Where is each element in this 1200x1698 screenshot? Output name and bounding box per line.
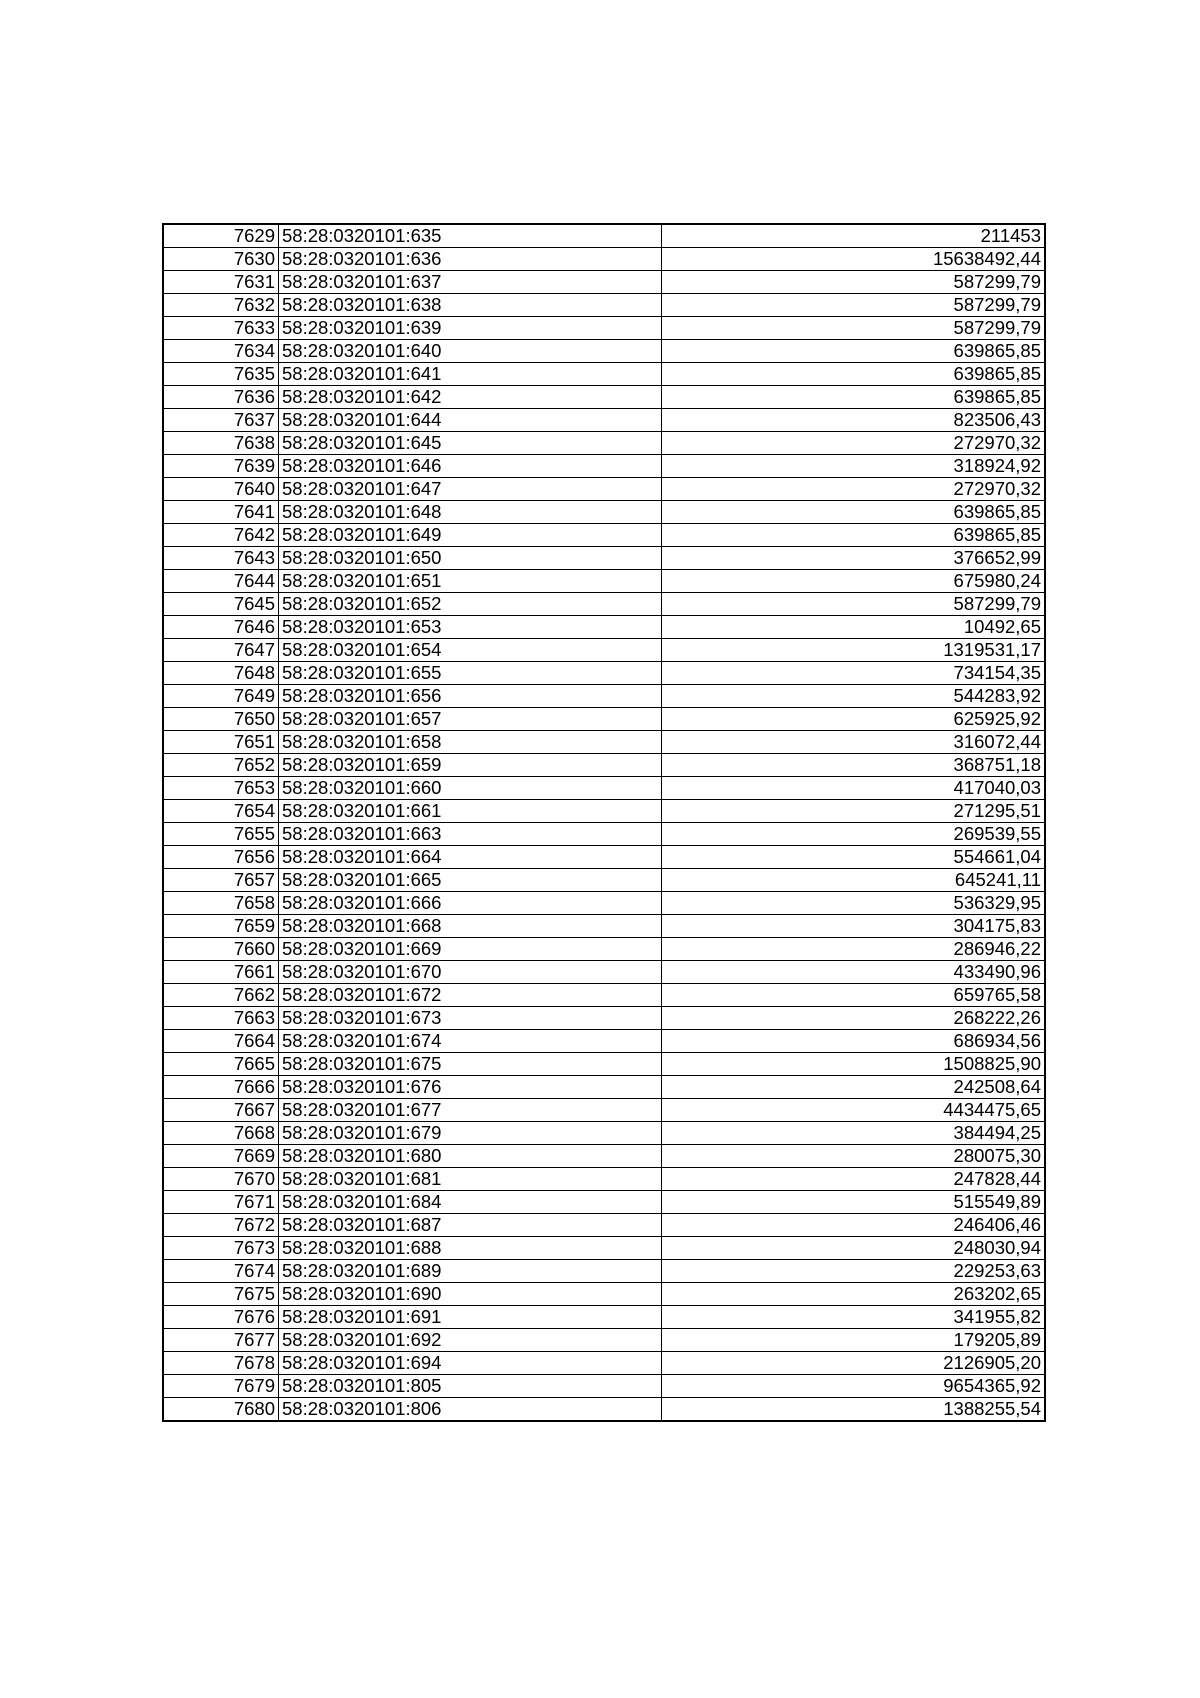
cadastral-number-cell: 58:28:0320101:660: [279, 777, 662, 800]
cadastral-number-cell: 58:28:0320101:646: [279, 455, 662, 478]
cadastral-number-cell: 58:28:0320101:650: [279, 547, 662, 570]
row-number-cell: 7639: [163, 455, 279, 478]
row-number-cell: 7667: [163, 1099, 279, 1122]
value-cell: 639865,85: [662, 524, 1046, 547]
data-table: [162, 223, 1046, 1422]
row-number-cell: 7661: [163, 961, 279, 984]
row-number-cell: 7643: [163, 547, 279, 570]
cadastral-number-cell: 58:28:0320101:673: [279, 1007, 662, 1030]
table-row: [163, 662, 1045, 685]
row-number-cell: 7660: [163, 938, 279, 961]
table-row: [163, 501, 1045, 524]
table-row: [163, 1076, 1045, 1099]
row-number-cell: 7680: [163, 1398, 279, 1422]
cadastral-number-cell: 58:28:0320101:641: [279, 363, 662, 386]
table-row: [163, 892, 1045, 915]
value-cell: 675980,24: [662, 570, 1046, 593]
value-cell: 515549,89: [662, 1191, 1046, 1214]
value-cell: 659765,58: [662, 984, 1046, 1007]
value-cell: 384494,25: [662, 1122, 1046, 1145]
table-row: [163, 363, 1045, 386]
table-row: [163, 1329, 1045, 1352]
value-cell: 179205,89: [662, 1329, 1046, 1352]
value-cell: 318924,92: [662, 455, 1046, 478]
row-number-cell: 7656: [163, 846, 279, 869]
value-cell: 639865,85: [662, 340, 1046, 363]
cadastral-number-cell: 58:28:0320101:637: [279, 271, 662, 294]
value-cell: 587299,79: [662, 294, 1046, 317]
row-number-cell: 7671: [163, 1191, 279, 1214]
value-cell: 368751,18: [662, 754, 1046, 777]
cadastral-number-cell: 58:28:0320101:677: [279, 1099, 662, 1122]
value-cell: 341955,82: [662, 1306, 1046, 1329]
cadastral-number-cell: 58:28:0320101:666: [279, 892, 662, 915]
cadastral-number-cell: 58:28:0320101:644: [279, 409, 662, 432]
table-body: [163, 224, 1045, 1421]
value-cell: 645241,11: [662, 869, 1046, 892]
value-cell: 242508,64: [662, 1076, 1046, 1099]
table-row: [163, 409, 1045, 432]
table-row: [163, 869, 1045, 892]
cadastral-number-cell: 58:28:0320101:672: [279, 984, 662, 1007]
row-number-cell: 7670: [163, 1168, 279, 1191]
table-row: [163, 1099, 1045, 1122]
table-row: [163, 1145, 1045, 1168]
value-cell: 272970,32: [662, 432, 1046, 455]
cadastral-number-cell: 58:28:0320101:649: [279, 524, 662, 547]
value-cell: 1388255,54: [662, 1398, 1046, 1422]
table-row: [163, 777, 1045, 800]
cadastral-number-cell: 58:28:0320101:692: [279, 1329, 662, 1352]
table-row: [163, 432, 1045, 455]
table-row: [163, 455, 1045, 478]
cadastral-number-cell: 58:28:0320101:647: [279, 478, 662, 501]
cadastral-number-cell: 58:28:0320101:636: [279, 248, 662, 271]
value-cell: 1508825,90: [662, 1053, 1046, 1076]
table-row: [163, 1352, 1045, 1375]
cadastral-number-cell: 58:28:0320101:670: [279, 961, 662, 984]
value-cell: 4434475,65: [662, 1099, 1046, 1122]
row-number-cell: 7651: [163, 731, 279, 754]
row-number-cell: 7642: [163, 524, 279, 547]
row-number-cell: 7638: [163, 432, 279, 455]
row-number-cell: 7673: [163, 1237, 279, 1260]
row-number-cell: 7645: [163, 593, 279, 616]
table-row: [163, 708, 1045, 731]
cadastral-number-cell: 58:28:0320101:656: [279, 685, 662, 708]
cadastral-number-cell: 58:28:0320101:694: [279, 1352, 662, 1375]
table-row: [163, 1398, 1045, 1422]
value-cell: 587299,79: [662, 593, 1046, 616]
row-number-cell: 7634: [163, 340, 279, 363]
table-row: [163, 224, 1045, 248]
row-number-cell: 7668: [163, 1122, 279, 1145]
row-number-cell: 7652: [163, 754, 279, 777]
row-number-cell: 7641: [163, 501, 279, 524]
cadastral-number-cell: 58:28:0320101:679: [279, 1122, 662, 1145]
table-row: [163, 1214, 1045, 1237]
row-number-cell: 7674: [163, 1260, 279, 1283]
value-cell: 229253,63: [662, 1260, 1046, 1283]
value-cell: 211453: [662, 224, 1046, 248]
table-row: [163, 1168, 1045, 1191]
value-cell: 433490,96: [662, 961, 1046, 984]
cadastral-number-cell: 58:28:0320101:648: [279, 501, 662, 524]
table-row: [163, 1260, 1045, 1283]
cadastral-number-cell: 58:28:0320101:806: [279, 1398, 662, 1422]
value-cell: 272970,32: [662, 478, 1046, 501]
table-row: [163, 547, 1045, 570]
cadastral-number-cell: 58:28:0320101:691: [279, 1306, 662, 1329]
value-cell: 639865,85: [662, 501, 1046, 524]
cadastral-number-cell: 58:28:0320101:654: [279, 639, 662, 662]
cadastral-number-cell: 58:28:0320101:645: [279, 432, 662, 455]
value-cell: 316072,44: [662, 731, 1046, 754]
row-number-cell: 7665: [163, 1053, 279, 1076]
cadastral-number-cell: 58:28:0320101:642: [279, 386, 662, 409]
value-cell: 268222,26: [662, 1007, 1046, 1030]
table-row: [163, 1122, 1045, 1145]
row-number-cell: 7637: [163, 409, 279, 432]
table-row: [163, 846, 1045, 869]
cadastral-number-cell: 58:28:0320101:638: [279, 294, 662, 317]
row-number-cell: 7650: [163, 708, 279, 731]
table-row: [163, 570, 1045, 593]
cadastral-number-cell: 58:28:0320101:652: [279, 593, 662, 616]
value-cell: 269539,55: [662, 823, 1046, 846]
value-cell: 639865,85: [662, 363, 1046, 386]
value-cell: 10492,65: [662, 616, 1046, 639]
row-number-cell: 7677: [163, 1329, 279, 1352]
row-number-cell: 7654: [163, 800, 279, 823]
value-cell: 9654365,92: [662, 1375, 1046, 1398]
row-number-cell: 7632: [163, 294, 279, 317]
cadastral-number-cell: 58:28:0320101:639: [279, 317, 662, 340]
value-cell: 286946,22: [662, 938, 1046, 961]
table-row: [163, 524, 1045, 547]
cadastral-number-cell: 58:28:0320101:659: [279, 754, 662, 777]
value-cell: 246406,46: [662, 1214, 1046, 1237]
row-number-cell: 7653: [163, 777, 279, 800]
row-number-cell: 7675: [163, 1283, 279, 1306]
table-row: [163, 1375, 1045, 1398]
table-row: [163, 271, 1045, 294]
table-row: [163, 731, 1045, 754]
row-number-cell: 7657: [163, 869, 279, 892]
cadastral-number-cell: 58:28:0320101:668: [279, 915, 662, 938]
table-row: [163, 340, 1045, 363]
cadastral-number-cell: 58:28:0320101:690: [279, 1283, 662, 1306]
table-row: [163, 961, 1045, 984]
table-row: [163, 754, 1045, 777]
value-cell: 247828,44: [662, 1168, 1046, 1191]
value-cell: 280075,30: [662, 1145, 1046, 1168]
row-number-cell: 7644: [163, 570, 279, 593]
table-row: [163, 1007, 1045, 1030]
row-number-cell: 7647: [163, 639, 279, 662]
row-number-cell: 7659: [163, 915, 279, 938]
table-row: [163, 478, 1045, 501]
cadastral-number-cell: 58:28:0320101:663: [279, 823, 662, 846]
row-number-cell: 7679: [163, 1375, 279, 1398]
cadastral-number-cell: 58:28:0320101:658: [279, 731, 662, 754]
value-cell: 417040,03: [662, 777, 1046, 800]
value-cell: 2126905,20: [662, 1352, 1046, 1375]
value-cell: 587299,79: [662, 271, 1046, 294]
cadastral-number-cell: 58:28:0320101:675: [279, 1053, 662, 1076]
cadastral-number-cell: 58:28:0320101:684: [279, 1191, 662, 1214]
cadastral-number-cell: 58:28:0320101:669: [279, 938, 662, 961]
value-cell: 686934,56: [662, 1030, 1046, 1053]
value-cell: 554661,04: [662, 846, 1046, 869]
cadastral-number-cell: 58:28:0320101:651: [279, 570, 662, 593]
table-row: [163, 639, 1045, 662]
row-number-cell: 7629: [163, 224, 279, 248]
value-cell: 639865,85: [662, 386, 1046, 409]
table-row: [163, 386, 1045, 409]
table-row: [163, 294, 1045, 317]
value-cell: 823506,43: [662, 409, 1046, 432]
row-number-cell: 7636: [163, 386, 279, 409]
value-cell: 625925,92: [662, 708, 1046, 731]
row-number-cell: 7666: [163, 1076, 279, 1099]
cadastral-number-cell: 58:28:0320101:674: [279, 1030, 662, 1053]
row-number-cell: 7663: [163, 1007, 279, 1030]
table-row: [163, 1283, 1045, 1306]
cadastral-number-cell: 58:28:0320101:657: [279, 708, 662, 731]
row-number-cell: 7655: [163, 823, 279, 846]
row-number-cell: 7646: [163, 616, 279, 639]
row-number-cell: 7664: [163, 1030, 279, 1053]
table-row: [163, 984, 1045, 1007]
row-number-cell: 7649: [163, 685, 279, 708]
row-number-cell: 7676: [163, 1306, 279, 1329]
cadastral-number-cell: 58:28:0320101:653: [279, 616, 662, 639]
row-number-cell: 7648: [163, 662, 279, 685]
row-number-cell: 7640: [163, 478, 279, 501]
cadastral-number-cell: 58:28:0320101:664: [279, 846, 662, 869]
table-row: [163, 915, 1045, 938]
table-row: [163, 800, 1045, 823]
value-cell: 248030,94: [662, 1237, 1046, 1260]
table-row: [163, 1237, 1045, 1260]
row-number-cell: 7658: [163, 892, 279, 915]
cadastral-number-cell: 58:28:0320101:688: [279, 1237, 662, 1260]
cadastral-number-cell: 58:28:0320101:681: [279, 1168, 662, 1191]
row-number-cell: 7678: [163, 1352, 279, 1375]
cadastral-number-cell: 58:28:0320101:687: [279, 1214, 662, 1237]
value-cell: 544283,92: [662, 685, 1046, 708]
row-number-cell: 7631: [163, 271, 279, 294]
cadastral-number-cell: 58:28:0320101:655: [279, 662, 662, 685]
cadastral-number-cell: 58:28:0320101:680: [279, 1145, 662, 1168]
value-cell: 536329,95: [662, 892, 1046, 915]
value-cell: 15638492,44: [662, 248, 1046, 271]
table-row: [163, 248, 1045, 271]
value-cell: 734154,35: [662, 662, 1046, 685]
table-row: [163, 317, 1045, 340]
table-row: [163, 1191, 1045, 1214]
row-number-cell: 7635: [163, 363, 279, 386]
cadastral-number-cell: 58:28:0320101:635: [279, 224, 662, 248]
cadastral-number-cell: 58:28:0320101:676: [279, 1076, 662, 1099]
value-cell: 376652,99: [662, 547, 1046, 570]
value-cell: 1319531,17: [662, 639, 1046, 662]
cadastral-number-cell: 58:28:0320101:661: [279, 800, 662, 823]
table-row: [163, 616, 1045, 639]
value-cell: 587299,79: [662, 317, 1046, 340]
table-row: [163, 1030, 1045, 1053]
cadastral-number-cell: 58:28:0320101:640: [279, 340, 662, 363]
row-number-cell: 7633: [163, 317, 279, 340]
row-number-cell: 7662: [163, 984, 279, 1007]
cadastral-number-cell: 58:28:0320101:805: [279, 1375, 662, 1398]
cadastral-number-cell: 58:28:0320101:665: [279, 869, 662, 892]
row-number-cell: 7669: [163, 1145, 279, 1168]
value-cell: 304175,83: [662, 915, 1046, 938]
value-cell: 271295,51: [662, 800, 1046, 823]
row-number-cell: 7630: [163, 248, 279, 271]
table-row: [163, 1053, 1045, 1076]
table-row: [163, 938, 1045, 961]
table-row: [163, 1306, 1045, 1329]
value-cell: 263202,65: [662, 1283, 1046, 1306]
table-row: [163, 593, 1045, 616]
row-number-cell: 7672: [163, 1214, 279, 1237]
table-row: [163, 823, 1045, 846]
table-row: [163, 685, 1045, 708]
cadastral-number-cell: 58:28:0320101:689: [279, 1260, 662, 1283]
